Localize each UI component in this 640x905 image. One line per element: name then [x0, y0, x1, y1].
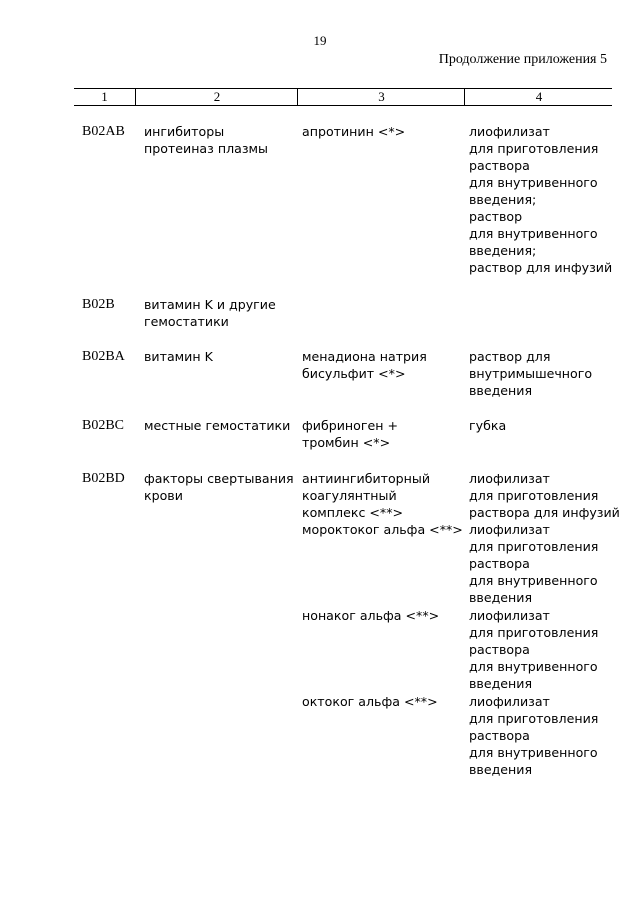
- dosage-form-line: для приготовления: [469, 539, 599, 554]
- atc-code: B02B: [82, 297, 115, 312]
- group-line: протеиназ плазмы: [144, 141, 268, 156]
- dosage-form-line: раствора для инфузий: [469, 505, 620, 520]
- dosage-form-line: для внутривенного: [469, 659, 598, 674]
- dosage-form-line: для внутривенного: [469, 175, 598, 190]
- dosage-form-line: введения: [469, 762, 533, 777]
- dosage-form-line: раствора: [469, 158, 530, 173]
- dosage-form-line: введения: [469, 676, 533, 691]
- header-col-4: 4: [464, 89, 613, 105]
- drug-name: апротинин <*>: [302, 124, 406, 139]
- dosage-form-line: лиофилизат: [469, 694, 550, 709]
- dosage-form-line: раствора: [469, 556, 530, 571]
- dosage-form-line: раствора: [469, 728, 530, 743]
- dosage-form-line: раствор для: [469, 349, 551, 364]
- drug-name: мороктоког альфа <**>: [302, 522, 463, 537]
- dosage-form-line: введения: [469, 590, 533, 605]
- drug-name: нонаког альфа <**>: [302, 608, 440, 623]
- dosage-form-line: лиофилизат: [469, 522, 550, 537]
- drug-name: тромбин <*>: [302, 435, 391, 450]
- group-line: витамин K и другие: [144, 297, 276, 312]
- dosage-form-line: для внутривенного: [469, 573, 598, 588]
- table-header: [74, 88, 612, 106]
- dosage-form-line: лиофилизат: [469, 471, 550, 486]
- group-line: крови: [144, 488, 183, 503]
- dosage-form-line: лиофилизат: [469, 124, 550, 139]
- dosage-form-line: введения: [469, 383, 533, 398]
- header-col-2: 2: [135, 89, 298, 105]
- dosage-form-line: для внутривенного: [469, 226, 598, 241]
- header-col-3: 3: [297, 89, 465, 105]
- drug-name: коагулянтный: [302, 488, 397, 503]
- dosage-form-line: раствора: [469, 642, 530, 657]
- atc-code: B02AB: [82, 124, 125, 139]
- atc-code: B02BD: [82, 471, 125, 486]
- continuation-title: Продолжение приложения 5: [438, 52, 607, 67]
- dosage-form-line: для приготовления: [469, 141, 599, 156]
- dosage-form-line: раствор: [469, 209, 523, 224]
- drug-name: комплекс <**>: [302, 505, 404, 520]
- drug-name: антиингибиторный: [302, 471, 431, 486]
- drug-name: менадиона натрия: [302, 349, 427, 364]
- dosage-form-line: для приготовления: [469, 711, 599, 726]
- group-line: ингибиторы: [144, 124, 225, 139]
- group-line: местные гемостатики: [144, 418, 291, 433]
- group-line: факторы свертывания: [144, 471, 294, 486]
- drug-name: бисульфит <*>: [302, 366, 406, 381]
- dosage-form-line: раствор для инфузий: [469, 260, 613, 275]
- atc-code: B02BC: [82, 418, 125, 433]
- dosage-form-line: для приготовления: [469, 488, 599, 503]
- dosage-form-line: введения;: [469, 192, 537, 207]
- atc-code: B02BA: [82, 349, 125, 364]
- header-col-1: 1: [101, 89, 108, 104]
- group-line: гемостатики: [144, 314, 229, 329]
- dosage-form-line: введения;: [469, 243, 537, 258]
- dosage-form-line: лиофилизат: [469, 608, 550, 623]
- group-line: витамин K: [144, 349, 213, 364]
- dosage-form-line: для внутривенного: [469, 745, 598, 760]
- page-number: 19: [313, 33, 327, 48]
- dosage-form-line: внутримышечного: [469, 366, 593, 381]
- drug-name: октоког альфа <**>: [302, 694, 438, 709]
- drug-name: фибриноген +: [302, 418, 398, 433]
- dosage-form-line: губка: [469, 418, 507, 433]
- dosage-form-line: для приготовления: [469, 625, 599, 640]
